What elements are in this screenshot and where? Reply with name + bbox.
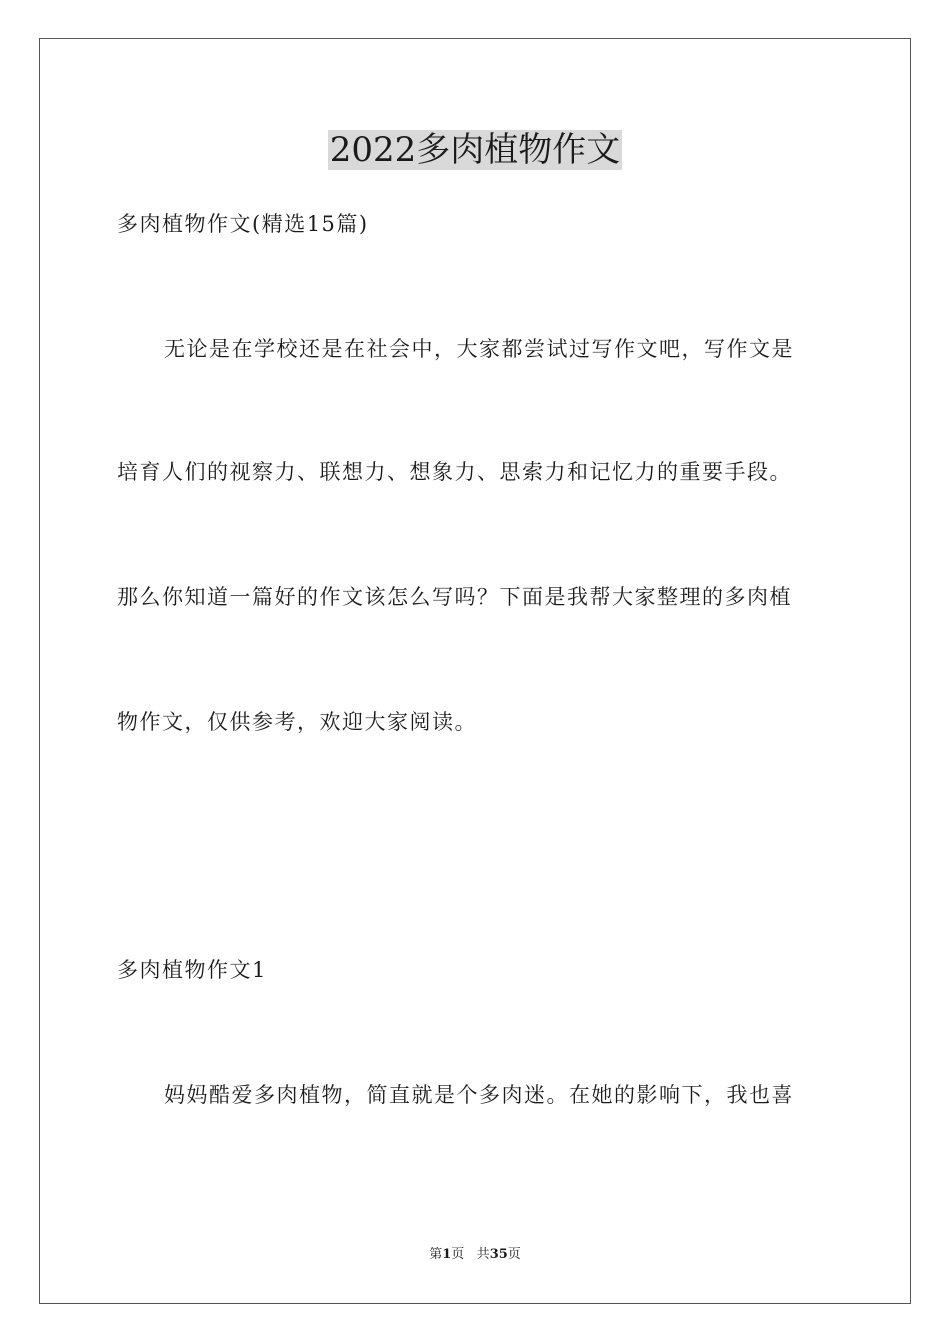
intro-line-2: 培育人们的视察力、联想力、想象力、思索力和记忆力的重要手段。 — [117, 460, 792, 484]
footer-total-pages: 35 — [489, 1247, 508, 1262]
section-line-1: 妈妈酷爱多肉植物，简直就是个多肉迷。在她的影响下，我也喜 — [164, 1083, 794, 1107]
intro-line-1: 无论是在学校还是在社会中，大家都尝试过写作文吧，写作文是 — [164, 337, 794, 361]
document-subtitle: 多肉植物作文(精选15篇) — [117, 212, 369, 236]
footer-page-suffix: 页 — [451, 1247, 465, 1262]
intro-line-3: 那么你知道一篇好的作文该怎么写吗？下面是我帮大家整理的多肉植 — [117, 585, 792, 609]
footer-page-number: 1 — [442, 1247, 452, 1262]
footer-total-suffix: 页 — [507, 1247, 521, 1262]
footer-prefix: 第 — [429, 1247, 443, 1262]
page-footer — [0, 1246, 950, 1264]
footer-total-prefix: 共 — [476, 1247, 490, 1262]
document-title-text: 2022多肉植物作文 — [329, 130, 621, 170]
intro-line-4: 物作文，仅供参考，欢迎大家阅读。 — [117, 710, 477, 734]
document-title — [0, 126, 950, 174]
section-heading: 多肉植物作文1 — [117, 958, 267, 982]
